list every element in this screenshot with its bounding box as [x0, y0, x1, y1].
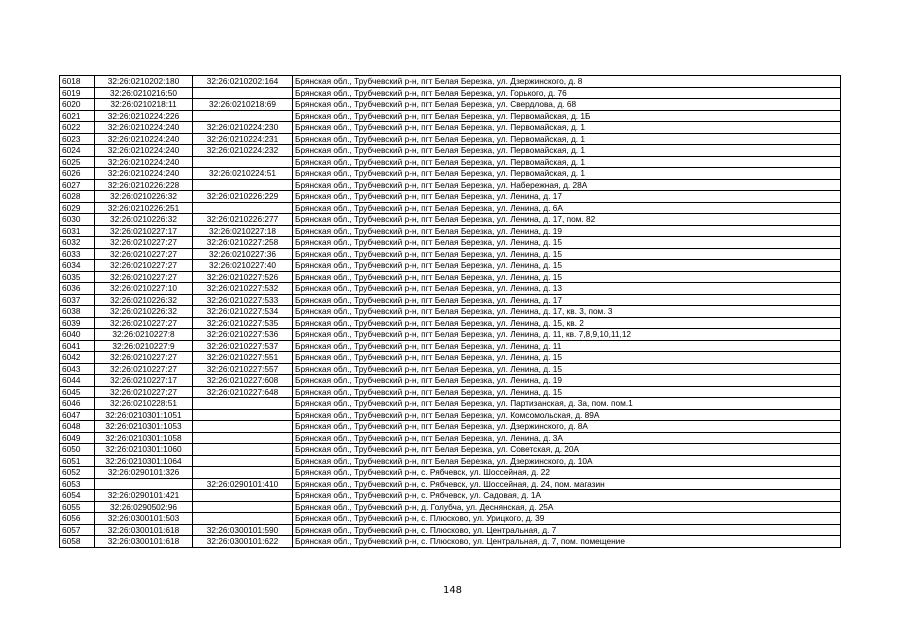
row-number-cell: 6040: [60, 329, 95, 341]
row-number-cell: 6058: [60, 536, 95, 548]
cadastral-number-cell: 32:26:0210227:17: [95, 375, 193, 387]
cadastral-number-cell: 32:26:0210226:32: [95, 214, 193, 226]
row-number-cell: 6036: [60, 283, 95, 295]
address-cell: Брянская обл., Трубчевский р-н, пгт Белая Березка, ул. Дзержинского, д. 10А: [293, 455, 841, 467]
address-cell: Брянская обл., Трубчевский р-н, пгт Белая Березка, ул. Комсомольская, д. 89А: [293, 409, 841, 421]
address-cell: Брянская обл., Трубчевский р-н, пгт Белая Березка, ул. Первомайская, д. 1: [293, 168, 841, 180]
address-cell: Брянская обл., Трубчевский р-н, пгт Белая Березка, ул. Ленина, д. 15: [293, 271, 841, 283]
row-number-cell: 6057: [60, 524, 95, 536]
table-row: [60, 202, 841, 214]
table-row: [60, 214, 841, 226]
related-cadastral-number-cell: [193, 455, 293, 467]
address-cell: Брянская обл., Трубчевский р-н, с. Плюсково, ул. Центральная, д. 7, пом. помещение: [293, 536, 841, 548]
row-number-cell: 6018: [60, 76, 95, 88]
related-cadastral-number-cell: 32:26:0300101:590: [193, 524, 293, 536]
table-row: [60, 145, 841, 157]
related-cadastral-number-cell: [193, 513, 293, 525]
row-number-cell: 6049: [60, 432, 95, 444]
address-cell: Брянская обл., Трубчевский р-н, пгт Белая Березка, ул. Советская, д. 20А: [293, 444, 841, 456]
address-cell: Брянская обл., Трубчевский р-н, пгт Белая Березка, ул. Первомайская, д. 1Б: [293, 110, 841, 122]
related-cadastral-number-cell: 32:26:0210227:608: [193, 375, 293, 387]
table-row: [60, 455, 841, 467]
address-cell: Брянская обл., Трубчевский р-н, пгт Белая Березка, ул. Ленина, д. 17: [293, 294, 841, 306]
row-number-cell: 6053: [60, 478, 95, 490]
related-cadastral-number-cell: 32:26:0210227:536: [193, 329, 293, 341]
cadastral-number-cell: 32:26:0210224:240: [95, 133, 193, 145]
table-row: [60, 248, 841, 260]
address-cell: Брянская обл., Трубчевский р-н, с. Плюсково, ул. Урицкого, д. 39: [293, 513, 841, 525]
address-cell: Брянская обл., Трубчевский р-н, пгт Белая Березка, ул. Ленина, д. 19: [293, 225, 841, 237]
row-number-cell: 6052: [60, 467, 95, 479]
table-row: [60, 99, 841, 111]
row-number-cell: 6056: [60, 513, 95, 525]
address-cell: Брянская обл., Трубчевский р-н, с. Рябчевск, ул. Шоссейная, д. 24, пом. магазин: [293, 478, 841, 490]
address-cell: Брянская обл., Трубчевский р-н, пгт Белая Березка, ул. Ленина, д. 17, кв. 3, пом. 3: [293, 306, 841, 318]
address-cell: Брянская обл., Трубчевский р-н, пгт Белая Березка, ул. Первомайская, д. 1: [293, 122, 841, 134]
address-cell: Брянская обл., Трубчевский р-н, пгт Белая Березка, ул. Свердлова, д. 68: [293, 99, 841, 111]
related-cadastral-number-cell: 32:26:0210227:258: [193, 237, 293, 249]
row-number-cell: 6020: [60, 99, 95, 111]
related-cadastral-number-cell: 32:26:0210226:277: [193, 214, 293, 226]
related-cadastral-number-cell: 32:26:0210227:40: [193, 260, 293, 272]
cadastral-number-cell: 32:26:0210224:240: [95, 156, 193, 168]
related-cadastral-number-cell: 32:26:0300101:622: [193, 536, 293, 548]
table-row: [60, 536, 841, 548]
related-cadastral-number-cell: [193, 398, 293, 410]
address-cell: Брянская обл., Трубчевский р-н, пгт Белая Березка, ул. Первомайская, д. 1: [293, 133, 841, 145]
table-row: [60, 352, 841, 364]
cadastral-number-cell: 32:26:0210301:1051: [95, 409, 193, 421]
address-cell: Брянская обл., Трубчевский р-н, пгт Белая Березка, ул. Дзержинского, д. 8А: [293, 421, 841, 433]
table-row: [60, 110, 841, 122]
row-number-cell: 6042: [60, 352, 95, 364]
table-row: [60, 179, 841, 191]
row-number-cell: 6046: [60, 398, 95, 410]
registry-table-body: [60, 76, 841, 548]
row-number-cell: 6023: [60, 133, 95, 145]
related-cadastral-number-cell: [193, 110, 293, 122]
cadastral-number-cell: 32:26:0210228:51: [95, 398, 193, 410]
related-cadastral-number-cell: 32:26:0210227:36: [193, 248, 293, 260]
table-row: [60, 386, 841, 398]
row-number-cell: 6043: [60, 363, 95, 375]
cadastral-number-cell: 32:26:0210301:1060: [95, 444, 193, 456]
cadastral-number-cell: 32:26:0210202:180: [95, 76, 193, 88]
table-row: [60, 329, 841, 341]
row-number-cell: 6045: [60, 386, 95, 398]
related-cadastral-number-cell: 32:26:0210227:537: [193, 340, 293, 352]
row-number-cell: 6034: [60, 260, 95, 272]
related-cadastral-number-cell: [193, 409, 293, 421]
row-number-cell: 6033: [60, 248, 95, 260]
related-cadastral-number-cell: [193, 87, 293, 99]
related-cadastral-number-cell: 32:26:0210224:51: [193, 168, 293, 180]
row-number-cell: 6021: [60, 110, 95, 122]
address-cell: Брянская обл., Трубчевский р-н, пгт Белая Березка, ул. Ленина, д. 17: [293, 191, 841, 203]
address-cell: Брянская обл., Трубчевский р-н, пгт Белая Березка, ул. Ленина, д. 15: [293, 248, 841, 260]
cadastral-number-cell: 32:26:0210227:8: [95, 329, 193, 341]
address-cell: Брянская обл., Трубчевский р-н, пгт Белая Березка, ул. Ленина, д. 11: [293, 340, 841, 352]
related-cadastral-number-cell: 32:26:0210227:551: [193, 352, 293, 364]
cadastral-number-cell: 32:26:0210227:27: [95, 317, 193, 329]
related-cadastral-number-cell: [193, 490, 293, 502]
related-cadastral-number-cell: 32:26:0210227:532: [193, 283, 293, 295]
cadastral-number-cell: 32:26:0210226:228: [95, 179, 193, 191]
related-cadastral-number-cell: 32:26:0210227:18: [193, 225, 293, 237]
related-cadastral-number-cell: 32:26:0210224:232: [193, 145, 293, 157]
table-row: [60, 283, 841, 295]
table-row: [60, 340, 841, 352]
cadastral-number-cell: 32:26:0300101:503: [95, 513, 193, 525]
cadastral-number-cell: 32:26:0290502:96: [95, 501, 193, 513]
related-cadastral-number-cell: 32:26:0210227:534: [193, 306, 293, 318]
cadastral-number-cell: 32:26:0300101:618: [95, 524, 193, 536]
cadastral-number-cell: [95, 478, 193, 490]
cadastral-number-cell: 32:26:0210227:27: [95, 248, 193, 260]
address-cell: Брянская обл., Трубчевский р-н, пгт Белая Березка, ул. Ленина, д. 15: [293, 237, 841, 249]
related-cadastral-number-cell: 32:26:0290101:410: [193, 478, 293, 490]
row-number-cell: 6025: [60, 156, 95, 168]
address-cell: Брянская обл., Трубчевский р-н, с. Плюсково, ул. Центральная, д. 7: [293, 524, 841, 536]
table-row: [60, 501, 841, 513]
related-cadastral-number-cell: 32:26:0210224:230: [193, 122, 293, 134]
row-number-cell: 6029: [60, 202, 95, 214]
related-cadastral-number-cell: [193, 432, 293, 444]
row-number-cell: 6022: [60, 122, 95, 134]
cadastral-number-cell: 32:26:0210227:27: [95, 260, 193, 272]
table-row: [60, 191, 841, 203]
row-number-cell: 6024: [60, 145, 95, 157]
table-row: [60, 375, 841, 387]
related-cadastral-number-cell: 32:26:0210202:164: [193, 76, 293, 88]
row-number-cell: 6028: [60, 191, 95, 203]
cadastral-number-cell: 32:26:0210224:240: [95, 122, 193, 134]
address-cell: Брянская обл., Трубчевский р-н, пгт Белая Березка, ул. Ленина, д. 17, пом. 82: [293, 214, 841, 226]
row-number-cell: 6019: [60, 87, 95, 99]
address-cell: Брянская обл., Трубчевский р-н, пгт Белая Березка, ул. Ленина, д. 15: [293, 260, 841, 272]
address-cell: Брянская обл., Трубчевский р-н, с. Рябчевск, ул. Садовая, д. 1А: [293, 490, 841, 502]
related-cadastral-number-cell: 32:26:0210227:533: [193, 294, 293, 306]
table-row: [60, 444, 841, 456]
row-number-cell: 6038: [60, 306, 95, 318]
table-row: [60, 432, 841, 444]
row-number-cell: 6027: [60, 179, 95, 191]
cadastral-number-cell: 32:26:0210226:32: [95, 306, 193, 318]
row-number-cell: 6037: [60, 294, 95, 306]
related-cadastral-number-cell: 32:26:0210218:69: [193, 99, 293, 111]
address-cell: Брянская обл., Трубчевский р-н, пгт Белая Березка, ул. Ленина, д. 15: [293, 386, 841, 398]
related-cadastral-number-cell: [193, 444, 293, 456]
cadastral-number-cell: 32:26:0210301:1053: [95, 421, 193, 433]
row-number-cell: 6039: [60, 317, 95, 329]
table-row: [60, 306, 841, 318]
related-cadastral-number-cell: [193, 202, 293, 214]
table-row: [60, 133, 841, 145]
cadastral-number-cell: 32:26:0210227:10: [95, 283, 193, 295]
related-cadastral-number-cell: 32:26:0210227:557: [193, 363, 293, 375]
cadastral-number-cell: 32:26:0210227:17: [95, 225, 193, 237]
table-row: [60, 225, 841, 237]
row-number-cell: 6041: [60, 340, 95, 352]
table-row: [60, 490, 841, 502]
cadastral-number-cell: 32:26:0210301:1058: [95, 432, 193, 444]
row-number-cell: 6026: [60, 168, 95, 180]
row-number-cell: 6051: [60, 455, 95, 467]
related-cadastral-number-cell: 32:26:0210224:231: [193, 133, 293, 145]
row-number-cell: 6031: [60, 225, 95, 237]
table-row: [60, 87, 841, 99]
cadastral-number-cell: 32:26:0210226:32: [95, 294, 193, 306]
related-cadastral-number-cell: [193, 421, 293, 433]
row-number-cell: 6055: [60, 501, 95, 513]
row-number-cell: 6030: [60, 214, 95, 226]
cadastral-number-cell: 32:26:0210227:9: [95, 340, 193, 352]
address-cell: Брянская обл., Трубчевский р-н, пгт Белая Березка, ул. Ленина, д. 15, кв. 2: [293, 317, 841, 329]
cadastral-number-cell: 32:26:0210227:27: [95, 352, 193, 364]
table-row: [60, 317, 841, 329]
address-cell: Брянская обл., Трубчевский р-н, пгт Белая Березка, ул. Набережная, д. 28А: [293, 179, 841, 191]
cadastral-number-cell: 32:26:0210226:32: [95, 191, 193, 203]
cadastral-number-cell: 32:26:0210301:1064: [95, 455, 193, 467]
address-cell: Брянская обл., Трубчевский р-н, пгт Белая Березка, ул. Дзержинского, д. 8: [293, 76, 841, 88]
cadastral-number-cell: 32:26:0210224:240: [95, 145, 193, 157]
related-cadastral-number-cell: [193, 501, 293, 513]
address-cell: Брянская обл., Трубчевский р-н, пгт Белая Березка, ул. Ленина, д. 3А: [293, 432, 841, 444]
table-row: [60, 76, 841, 88]
table-row: [60, 271, 841, 283]
row-number-cell: 6048: [60, 421, 95, 433]
cadastral-number-cell: 32:26:0210226:251: [95, 202, 193, 214]
cadastral-number-cell: 32:26:0210224:240: [95, 168, 193, 180]
row-number-cell: 6044: [60, 375, 95, 387]
table-row: [60, 260, 841, 272]
address-cell: Брянская обл., Трубчевский р-н, д. Голубча, ул. Деснянская, д. 25А: [293, 501, 841, 513]
table-row: [60, 409, 841, 421]
table-row: [60, 513, 841, 525]
related-cadastral-number-cell: [193, 156, 293, 168]
related-cadastral-number-cell: [193, 179, 293, 191]
table-row: [60, 363, 841, 375]
table-row: [60, 467, 841, 479]
cadastral-number-cell: 32:26:0300101:618: [95, 536, 193, 548]
address-cell: Брянская обл., Трубчевский р-н, с. Рябчевск, ул. Шоссейная, д. 22: [293, 467, 841, 479]
table-row: [60, 398, 841, 410]
table-row: [60, 524, 841, 536]
address-cell: Брянская обл., Трубчевский р-н, пгт Белая Березка, ул. Партизанская, д. 3а, пом. пом.1: [293, 398, 841, 410]
address-cell: Брянская обл., Трубчевский р-н, пгт Белая Березка, ул. Ленина, д. 11, кв. 7,8,9,10,11,12: [293, 329, 841, 341]
address-cell: Брянская обл., Трубчевский р-н, пгт Белая Березка, ул. Горького, д. 76: [293, 87, 841, 99]
table-row: [60, 156, 841, 168]
table-row: [60, 294, 841, 306]
address-cell: Брянская обл., Трубчевский р-н, пгт Белая Березка, ул. Ленина, д. 15: [293, 363, 841, 375]
address-cell: Брянская обл., Трубчевский р-н, пгт Белая Березка, ул. Ленина, д. 15: [293, 352, 841, 364]
related-cadastral-number-cell: 32:26:0210227:535: [193, 317, 293, 329]
table-row: [60, 478, 841, 490]
table-row: [60, 421, 841, 433]
cadastral-number-cell: 32:26:0210227:27: [95, 386, 193, 398]
cadastral-number-cell: 32:26:0210227:27: [95, 271, 193, 283]
table-row: [60, 237, 841, 249]
row-number-cell: 6047: [60, 409, 95, 421]
row-number-cell: 6050: [60, 444, 95, 456]
address-cell: Брянская обл., Трубчевский р-н, пгт Белая Березка, ул. Ленина, д. 19: [293, 375, 841, 387]
cadastral-number-cell: 32:26:0210227:27: [95, 237, 193, 249]
address-cell: Брянская обл., Трубчевский р-н, пгт Белая Березка, ул. Первомайская, д. 1: [293, 145, 841, 157]
cadastral-number-cell: 32:26:0290101:326: [95, 467, 193, 479]
registry-table: [59, 75, 841, 548]
related-cadastral-number-cell: 32:26:0210227:526: [193, 271, 293, 283]
page-number: 148: [442, 585, 463, 596]
row-number-cell: 6035: [60, 271, 95, 283]
row-number-cell: 6054: [60, 490, 95, 502]
address-cell: Брянская обл., Трубчевский р-н, пгт Белая Березка, ул. Первомайская, д. 1: [293, 156, 841, 168]
related-cadastral-number-cell: 32:26:0210226:229: [193, 191, 293, 203]
address-cell: Брянская обл., Трубчевский р-н, пгт Белая Березка, ул. Ленина, д. 6А: [293, 202, 841, 214]
cadastral-number-cell: 32:26:0210218:11: [95, 99, 193, 111]
cadastral-number-cell: 32:26:0210216:50: [95, 87, 193, 99]
table-row: [60, 168, 841, 180]
table-row: [60, 122, 841, 134]
related-cadastral-number-cell: [193, 467, 293, 479]
cadastral-number-cell: 32:26:0290101:421: [95, 490, 193, 502]
cadastral-number-cell: 32:26:0210224:226: [95, 110, 193, 122]
related-cadastral-number-cell: 32:26:0210227:648: [193, 386, 293, 398]
cadastral-number-cell: 32:26:0210227:27: [95, 363, 193, 375]
row-number-cell: 6032: [60, 237, 95, 249]
address-cell: Брянская обл., Трубчевский р-н, пгт Белая Березка, ул. Ленина, д. 13: [293, 283, 841, 295]
